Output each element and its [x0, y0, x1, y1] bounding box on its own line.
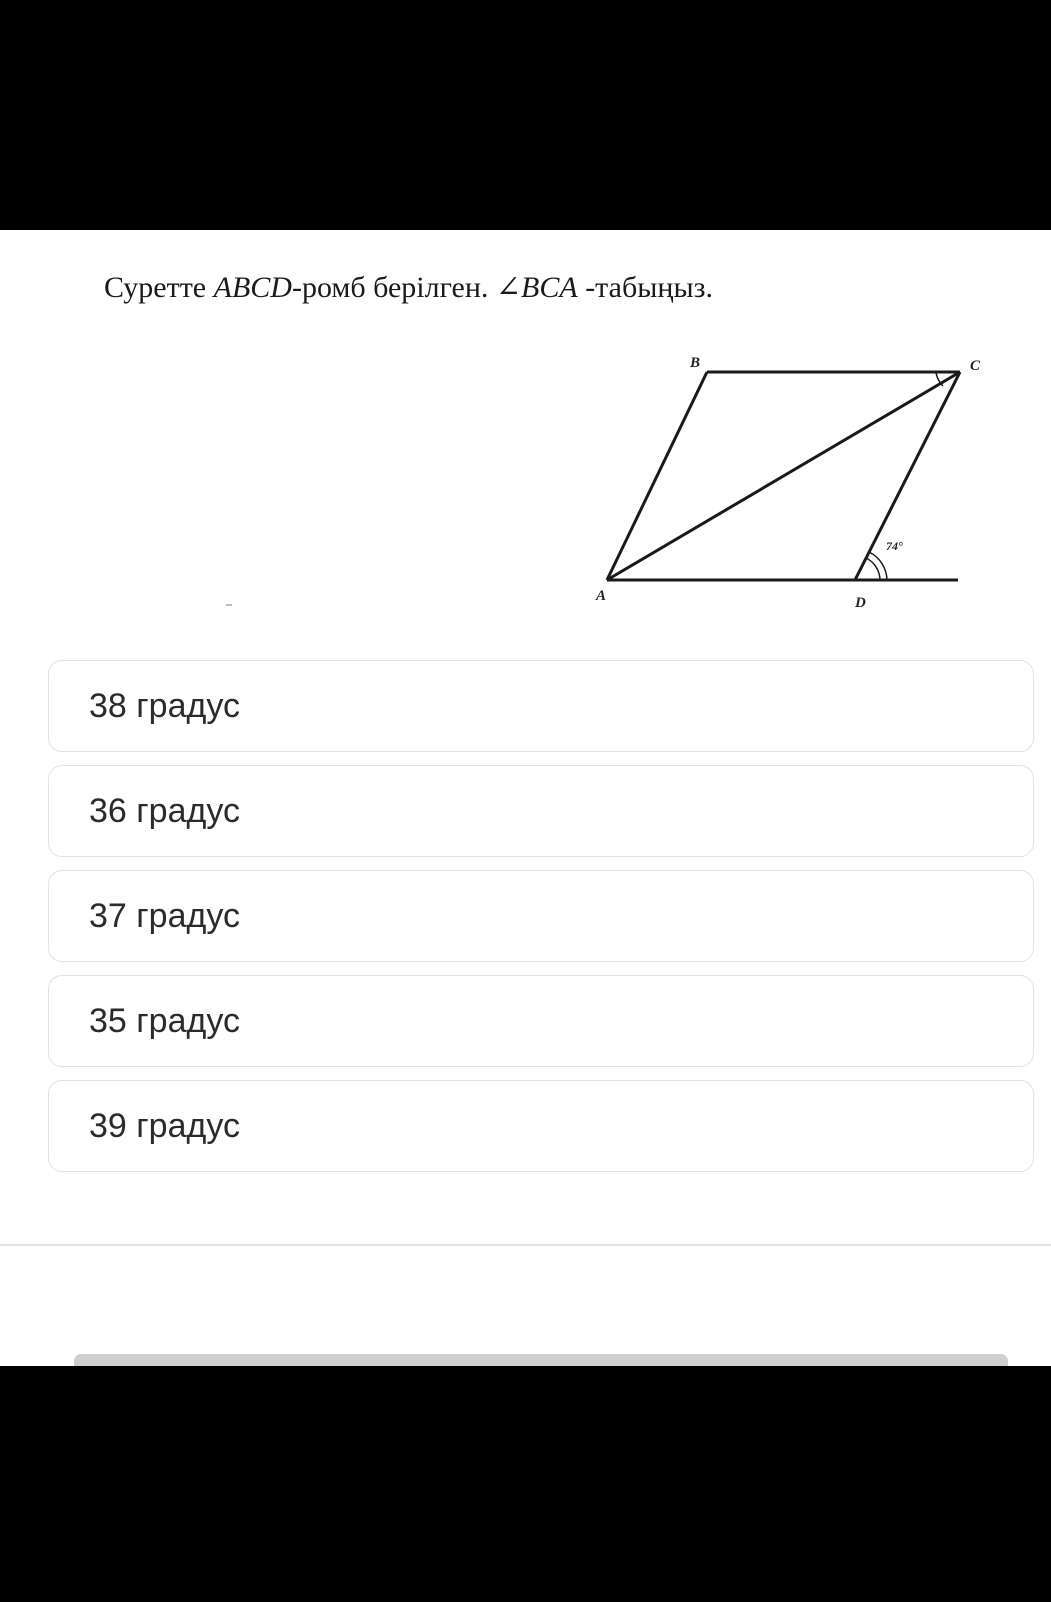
answer-options: [48, 660, 1034, 1185]
question-middle: -ромб берілген.: [291, 271, 496, 304]
bottom-black-bar: [0, 1366, 1051, 1602]
question-suffix: -табыңыз.: [577, 271, 713, 304]
label-d: D: [855, 595, 866, 610]
label-b: B: [690, 355, 701, 371]
answer-option-3[interactable]: [48, 870, 1034, 962]
answer-option-4[interactable]: [48, 975, 1034, 1067]
angle-mark-d-outer: [869, 552, 887, 580]
top-black-bar: [0, 0, 1051, 230]
question-text: [104, 270, 713, 305]
answer-option-label: 39 градус: [89, 1106, 240, 1145]
answer-option-label: 36 градус: [89, 791, 240, 830]
answer-option-label: 37 градус: [89, 896, 240, 935]
answer-option-2[interactable]: [48, 765, 1034, 857]
angle-value-d: 74°: [886, 539, 903, 553]
section-divider: [0, 1244, 1051, 1246]
answer-option-1[interactable]: [48, 660, 1034, 752]
angle-mark-d-inner: [866, 558, 880, 580]
label-c: C: [970, 358, 981, 374]
answer-option-label: 38 градус: [89, 686, 240, 725]
quiz-card: [0, 230, 1051, 1366]
question-prefix: Суретте: [104, 271, 214, 304]
question-angle-name: ∠BCA: [495, 271, 578, 304]
answer-option-5[interactable]: [48, 1080, 1034, 1172]
stray-mark: [226, 604, 232, 606]
question-figure-name: ABCD: [213, 271, 292, 304]
answer-option-label: 35 градус: [89, 1001, 240, 1040]
label-a: A: [596, 588, 607, 604]
rhombus-figure: [580, 340, 1000, 610]
